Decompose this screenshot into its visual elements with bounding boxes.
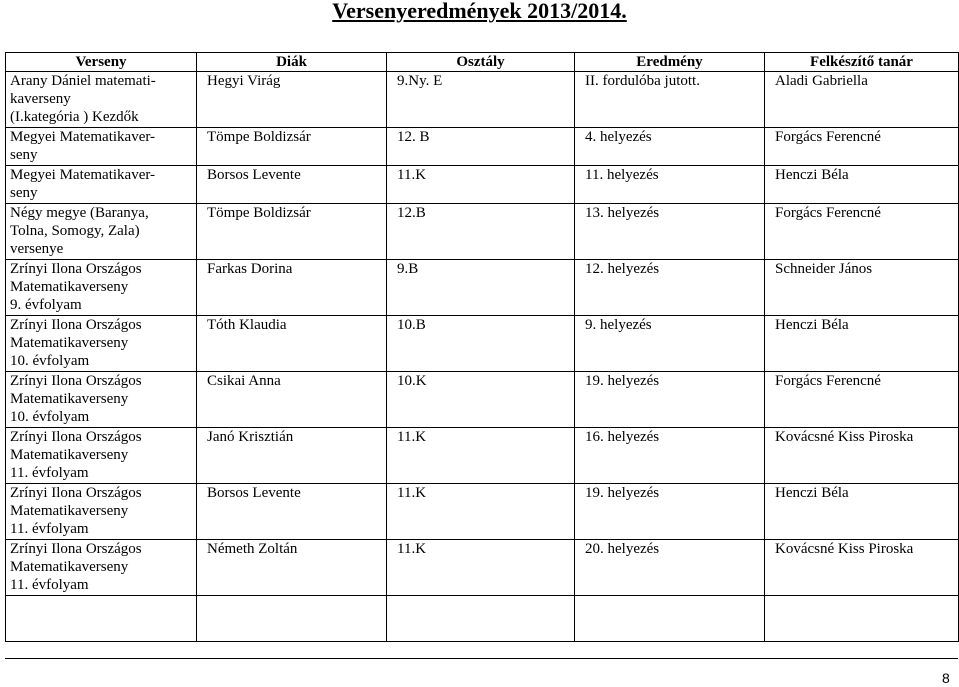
cell-class: 10.K (387, 372, 575, 428)
cell-teacher: Henczi Béla (765, 484, 959, 540)
cell-teacher: Forgács Ferencné (765, 128, 959, 166)
cell-result: 20. helyezés (575, 540, 765, 596)
cell-student: Janó Krisztián (197, 428, 387, 484)
cell-class: 10.B (387, 316, 575, 372)
table-row (6, 540, 959, 596)
cell-class: 11.K (387, 428, 575, 484)
header-result: Eredmény (575, 53, 765, 72)
cell-student: Borsos Levente (197, 484, 387, 540)
cell-result: 12. helyezés (575, 260, 765, 316)
empty-cell (575, 596, 765, 642)
cell-student: Tömpe Boldizsár (197, 128, 387, 166)
cell-class: 9.B (387, 260, 575, 316)
cell-class: 12.B (387, 204, 575, 260)
header-competition: Verseny (6, 53, 197, 72)
table-body (6, 72, 959, 642)
cell-student: Hegyi Virág (197, 72, 387, 128)
cell-teacher: Henczi Béla (765, 316, 959, 372)
cell-teacher: Aladi Gabriella (765, 72, 959, 128)
cell-class: 12. B (387, 128, 575, 166)
header-teacher: Felkészítő tanár (765, 53, 959, 72)
cell-result: 13. helyezés (575, 204, 765, 260)
cell-student: Németh Zoltán (197, 540, 387, 596)
cell-class: 9.Ny. E (387, 72, 575, 128)
cell-competition: Zrínyi Ilona Országos Matematikaverseny 9. évfolyam (6, 260, 197, 316)
cell-teacher: Kovácsné Kiss Piroska (765, 540, 959, 596)
cell-student: Borsos Levente (197, 166, 387, 204)
header-class: Osztály (387, 53, 575, 72)
table-row (6, 128, 959, 166)
empty-cell (6, 596, 197, 642)
cell-result: 16. helyezés (575, 428, 765, 484)
page-number: 8 (942, 670, 950, 686)
table-empty-row (6, 596, 959, 642)
empty-cell (387, 596, 575, 642)
table-row (6, 166, 959, 204)
cell-competition: Zrínyi Ilona Országos Matematikaverseny 10. évfolyam (6, 316, 197, 372)
empty-cell (197, 596, 387, 642)
empty-cell (765, 596, 959, 642)
cell-result: II. fordulóba jutott. (575, 72, 765, 128)
cell-competition: Zrínyi Ilona Országos Matematikaverseny 11. évfolyam (6, 428, 197, 484)
header-student: Diák (197, 53, 387, 72)
table-row (6, 316, 959, 372)
cell-competition: Zrínyi Ilona Országos Matematikaverseny 10. évfolyam (6, 372, 197, 428)
cell-teacher: Henczi Béla (765, 166, 959, 204)
cell-teacher: Forgács Ferencné (765, 204, 959, 260)
cell-teacher: Schneider János (765, 260, 959, 316)
cell-teacher: Forgács Ferencné (765, 372, 959, 428)
table-row (6, 204, 959, 260)
cell-class: 11.K (387, 484, 575, 540)
cell-class: 11.K (387, 540, 575, 596)
cell-result: 11. helyezés (575, 166, 765, 204)
table-row (6, 428, 959, 484)
cell-competition: Zrínyi Ilona Országos Matematikaverseny 11. évfolyam (6, 484, 197, 540)
table-row (6, 484, 959, 540)
cell-result: 9. helyezés (575, 316, 765, 372)
table-row (6, 372, 959, 428)
table-row (6, 72, 959, 128)
cell-student: Farkas Dorina (197, 260, 387, 316)
cell-result: 4. helyezés (575, 128, 765, 166)
cell-competition: Megyei Matematikaver- seny (6, 128, 197, 166)
cell-student: Csikai Anna (197, 372, 387, 428)
footer-divider (5, 658, 958, 659)
cell-result: 19. helyezés (575, 372, 765, 428)
cell-student: Tóth Klaudia (197, 316, 387, 372)
table-header-row (6, 53, 959, 72)
cell-class: 11.K (387, 166, 575, 204)
cell-result: 19. helyezés (575, 484, 765, 540)
cell-competition: Négy megye (Baranya, Tolna, Somogy, Zala) versenye (6, 204, 197, 260)
page-title: Versenyeredmények 2013/2014. (332, 0, 627, 23)
results-table (5, 52, 959, 642)
cell-teacher: Kovácsné Kiss Piroska (765, 428, 959, 484)
cell-competition: Arany Dániel matemati- kaverseny (I.kategória ) Kezdők (6, 72, 197, 128)
table-row (6, 260, 959, 316)
cell-competition: Zrínyi Ilona Országos Matematikaverseny 11. évfolyam (6, 540, 197, 596)
cell-student: Tömpe Boldizsár (197, 204, 387, 260)
cell-competition: Megyei Matematikaver- seny (6, 166, 197, 204)
